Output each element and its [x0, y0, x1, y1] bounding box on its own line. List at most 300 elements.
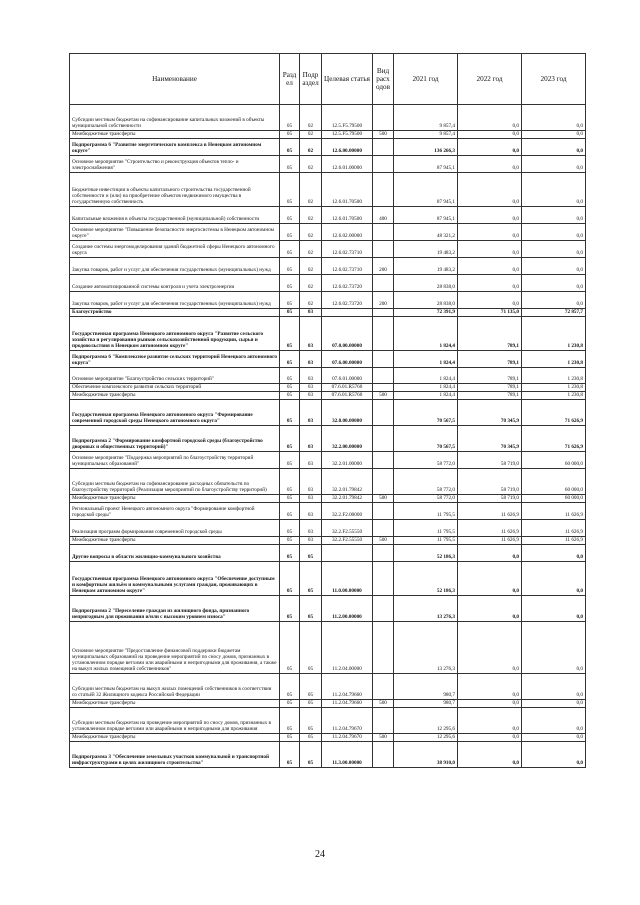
row-value-2021: 12 295,6 [394, 734, 458, 742]
row-target-article: 07.6.00.00000 [322, 351, 373, 368]
row-razdel: 05 [280, 400, 300, 426]
row-name: Подпрограмма 6 "Комплексное развитие сельских территорий Ненецкого автономного округа" [70, 351, 280, 368]
row-value-2023: 60 000,0 [522, 452, 586, 469]
table-row [70, 241, 586, 258]
table-row [70, 596, 586, 622]
row-podrazdel: 03 [300, 503, 322, 520]
row-podrazdel: 02 [300, 173, 322, 207]
row-razdel: 05 [280, 173, 300, 207]
page-number: 24 [315, 849, 325, 860]
row-razdel: 05 [280, 368, 300, 384]
row-value-2022: 0,0 [458, 105, 522, 131]
row-value-2023: 11 626,9 [522, 520, 586, 537]
row-value-2021: 52 186,3 [394, 545, 458, 562]
row-value-2022: 70 345,9 [458, 400, 522, 426]
row-expense-type [373, 156, 394, 173]
row-value-2022: 0,0 [458, 292, 522, 309]
header-name: Наименование [70, 54, 280, 105]
row-expense-type [373, 742, 394, 768]
row-value-2021: 980,7 [394, 700, 458, 708]
row-name: Межбюджетные трансферты [70, 495, 280, 503]
row-razdel: 05 [280, 258, 300, 275]
table-row [70, 309, 586, 317]
row-target-article: 11.2.04.79670 [322, 734, 373, 742]
row-value-2023: 60 000,0 [522, 469, 586, 495]
row-target-article: 12.6.01.70500 [322, 207, 373, 224]
row-razdel: 05 [280, 392, 300, 400]
row-target-article: 32.2.F2.55550 [322, 537, 373, 545]
row-value-2021: 87 945,1 [394, 173, 458, 207]
row-razdel: 05 [280, 708, 300, 734]
row-expense-type [373, 426, 394, 452]
row-razdel: 05 [280, 351, 300, 368]
row-target-article [322, 309, 373, 317]
row-value-2022: 0,0 [458, 156, 522, 173]
table-row [70, 562, 586, 596]
row-podrazdel: 03 [300, 452, 322, 469]
row-podrazdel: 03 [300, 520, 322, 537]
row-name: Создание автоматизированной системы контроля и учета электроэнергии [70, 275, 280, 292]
row-name: Государственная программа Ненецкого автономного округа "Обеспечение доступным и комфортным жильём и коммунальными услугами граждан, проживающих в Ненецком автономном округе" [70, 562, 280, 596]
row-expense-type [373, 173, 394, 207]
row-podrazdel: 03 [300, 384, 322, 392]
table-row [70, 224, 586, 241]
row-razdel: 05 [280, 139, 300, 156]
row-target-article: 12.6.02.73710 [322, 258, 373, 275]
table-row [70, 520, 586, 537]
table-row [70, 392, 586, 400]
row-value-2021: 136 266,3 [394, 139, 458, 156]
row-target-article: 07.6.01.R5760 [322, 392, 373, 400]
row-value-2022: 0,0 [458, 700, 522, 708]
row-value-2021: 58 772,0 [394, 469, 458, 495]
row-value-2021: 19 483,2 [394, 241, 458, 258]
table-row [70, 400, 586, 426]
row-value-2021: 70 567,5 [394, 426, 458, 452]
table-row [70, 495, 586, 503]
row-expense-type [373, 562, 394, 596]
row-value-2021: 11 795,5 [394, 537, 458, 545]
row-razdel: 05 [280, 469, 300, 495]
row-name: Государственная программа Ненецкого автономного округа "Формирование современной городской среды Ненецкого автономного округа" [70, 400, 280, 426]
row-target-article: 11.2.04.79660 [322, 700, 373, 708]
row-value-2023: 60 000,0 [522, 495, 586, 503]
row-name: Подпрограмма 3 "Обеспечение земельных участков коммунальной и транспортной инфраструктурами в целях жилищного строительства" [70, 742, 280, 768]
row-value-2023: 11 626,9 [522, 503, 586, 520]
row-razdel: 05 [280, 426, 300, 452]
row-razdel: 05 [280, 520, 300, 537]
row-target-article: 11.2.04.79670 [322, 708, 373, 734]
row-name: Субсидии местным бюджетам на выкуп жилых помещений собственников в соответствии со статьёй 32 Жилищного кодекса Российской Федерации [70, 674, 280, 700]
row-value-2021: 28 838,0 [394, 275, 458, 292]
row-razdel: 05 [280, 537, 300, 545]
row-target-article: 32.0.00.00000 [322, 400, 373, 426]
row-value-2023: 1 230,8 [522, 384, 586, 392]
row-value-2021: 38 910,0 [394, 742, 458, 768]
row-expense-type [373, 469, 394, 495]
row-value-2023: 71 626,9 [522, 400, 586, 426]
row-podrazdel: 02 [300, 241, 322, 258]
row-podrazdel: 03 [300, 368, 322, 384]
row-podrazdel: 02 [300, 275, 322, 292]
row-expense-type [373, 503, 394, 520]
row-razdel: 05 [280, 622, 300, 674]
row-razdel: 05 [280, 156, 300, 173]
row-value-2022: 0,0 [458, 207, 522, 224]
row-expense-type: 500 [373, 734, 394, 742]
row-expense-type [373, 596, 394, 622]
row-razdel: 05 [280, 384, 300, 392]
row-razdel: 05 [280, 452, 300, 469]
table-row [70, 742, 586, 768]
row-razdel: 05 [280, 700, 300, 708]
table-row [70, 156, 586, 173]
row-name: Межбюджетные трансферты [70, 131, 280, 139]
row-podrazdel: 02 [300, 139, 322, 156]
header-expense-type: Вид расх одов [373, 54, 394, 105]
row-value-2021: 87 945,1 [394, 156, 458, 173]
table-header-row [70, 54, 586, 105]
row-value-2021: 48 321,2 [394, 224, 458, 241]
row-podrazdel: 03 [300, 351, 322, 368]
row-value-2022: 0,0 [458, 734, 522, 742]
row-razdel: 05 [280, 131, 300, 139]
row-expense-type [373, 317, 394, 351]
row-value-2022: 0,0 [458, 742, 522, 768]
row-value-2021: 1 824,4 [394, 392, 458, 400]
table-row [70, 452, 586, 469]
table-row [70, 351, 586, 368]
row-value-2021: 70 567,5 [394, 400, 458, 426]
row-podrazdel: 05 [300, 734, 322, 742]
row-razdel: 05 [280, 292, 300, 309]
row-podrazdel: 05 [300, 562, 322, 596]
row-value-2023: 0,0 [522, 742, 586, 768]
row-expense-type [373, 224, 394, 241]
row-target-article: 11.2.04.79660 [322, 674, 373, 700]
row-razdel: 05 [280, 309, 300, 317]
row-expense-type [373, 384, 394, 392]
row-target-article: 12.6.01.70500 [322, 173, 373, 207]
row-name: Межбюджетные трансферты [70, 392, 280, 400]
row-expense-type: 500 [373, 495, 394, 503]
row-value-2022: 0,0 [458, 275, 522, 292]
row-razdel: 05 [280, 224, 300, 241]
row-target-article: 12.6.02.73720 [322, 275, 373, 292]
table-row [70, 503, 586, 520]
header-podrazdel: Подр аздел [300, 54, 322, 105]
row-name: Капитальные вложения в объекты государственной (муниципальной) собственности [70, 207, 280, 224]
row-value-2021: 11 795,5 [394, 520, 458, 537]
row-target-article: 32.2.F2.00000 [322, 503, 373, 520]
row-podrazdel: 02 [300, 292, 322, 309]
row-target-article: 32.2.01.00000 [322, 452, 373, 469]
row-expense-type [373, 275, 394, 292]
row-expense-type [373, 674, 394, 700]
row-value-2021: 9 857,4 [394, 105, 458, 131]
row-target-article: 07.6.01.00000 [322, 368, 373, 384]
row-name: Субсидии местным бюджетам на проведение мероприятий по сносу домов, признанных в установленном порядке ветхими или аварийными и непригодными для проживания [70, 708, 280, 734]
table-row [70, 207, 586, 224]
table-row [70, 426, 586, 452]
row-value-2021: 9 857,4 [394, 131, 458, 139]
row-expense-type: 500 [373, 700, 394, 708]
row-value-2022: 0,0 [458, 139, 522, 156]
row-value-2022: 789,1 [458, 351, 522, 368]
row-razdel: 05 [280, 241, 300, 258]
row-name: Региональный проект Ненецкого автономного округа "Формирование комфортной городской среды" [70, 503, 280, 520]
row-value-2023: 1 230,8 [522, 351, 586, 368]
row-name: Подпрограмма 6 "Развитие энергетического комплекса в Ненецком автономном округе" [70, 139, 280, 156]
row-target-article: 32.2.F2.55550 [322, 520, 373, 537]
row-razdel: 05 [280, 545, 300, 562]
row-value-2022: 58 719,0 [458, 452, 522, 469]
row-podrazdel: 03 [300, 317, 322, 351]
row-name: Межбюджетные трансферты [70, 734, 280, 742]
row-expense-type [373, 105, 394, 131]
row-razdel: 05 [280, 734, 300, 742]
row-expense-type [373, 452, 394, 469]
row-target-article: 12.6.02.00000 [322, 224, 373, 241]
row-razdel: 05 [280, 207, 300, 224]
row-expense-type [373, 139, 394, 156]
row-value-2021: 1 824,4 [394, 368, 458, 384]
row-razdel: 05 [280, 275, 300, 292]
row-expense-type [373, 545, 394, 562]
row-value-2021: 52 186,3 [394, 562, 458, 596]
row-target-article [322, 545, 373, 562]
table-row [70, 674, 586, 700]
row-value-2021: 87 945,1 [394, 207, 458, 224]
table-row [70, 258, 586, 275]
row-value-2023: 0,0 [522, 596, 586, 622]
row-target-article: 11.0.00.00000 [322, 562, 373, 596]
row-value-2022: 11 626,9 [458, 537, 522, 545]
row-expense-type: 500 [373, 392, 394, 400]
row-podrazdel: 02 [300, 131, 322, 139]
row-name: Реализация программ формирования современной городской среды [70, 520, 280, 537]
row-name: Межбюджетные трансферты [70, 700, 280, 708]
row-value-2022: 0,0 [458, 224, 522, 241]
row-target-article: 07.6.01.R5760 [322, 384, 373, 392]
row-name: Основное мероприятие "Предоставление финансовой поддержки бюджетам муниципальных образований на проведение мероприятий по сносу домов, признанных в установленном порядке ветхими или аварийными и непригодными для проживания, а также на выкуп жилых помещений собственников" [70, 622, 280, 674]
row-value-2021: 11 795,5 [394, 503, 458, 520]
row-value-2023: 0,0 [522, 275, 586, 292]
row-value-2023: 0,0 [522, 105, 586, 131]
row-podrazdel: 03 [300, 495, 322, 503]
row-name: Основное мероприятие "Поддержка мероприятий по благоустройству территорий муниципальных образований" [70, 452, 280, 469]
budget-table [69, 53, 586, 768]
table-row [70, 139, 586, 156]
row-value-2023: 0,0 [522, 173, 586, 207]
row-name: Закупка товаров, работ и услуг для обеспечения государственных (муниципальных) нужд [70, 258, 280, 275]
row-value-2022: 0,0 [458, 258, 522, 275]
row-expense-type [373, 368, 394, 384]
table-row [70, 734, 586, 742]
table-row [70, 622, 586, 674]
row-target-article: 11.3.00.00000 [322, 742, 373, 768]
row-value-2022: 0,0 [458, 674, 522, 700]
row-value-2021: 12 295,6 [394, 708, 458, 734]
row-name: Основное мероприятие "Повышение безопасности энергосистемы в Ненецком автономном округе" [70, 224, 280, 241]
row-expense-type: 400 [373, 207, 394, 224]
table-row [70, 469, 586, 495]
row-razdel: 05 [280, 562, 300, 596]
table-row [70, 173, 586, 207]
row-target-article: 32.2.01.79842 [322, 495, 373, 503]
table-row [70, 275, 586, 292]
row-name: Подпрограмма 2 "Переселение граждан из жилищного фонда, признанного непригодным для проживания и/или с высоким уровнем износа" [70, 596, 280, 622]
row-value-2022: 0,0 [458, 622, 522, 674]
row-value-2022: 0,0 [458, 562, 522, 596]
table-row [70, 700, 586, 708]
row-value-2023: 1 230,8 [522, 368, 586, 384]
table-row [70, 105, 586, 131]
row-podrazdel: 02 [300, 105, 322, 131]
row-target-article: 12.6.01.00000 [322, 156, 373, 173]
row-name: Создание системы энергомоделирования зданий бюджетной сферы Ненецкого автономного округа [70, 241, 280, 258]
row-value-2022: 58 719,0 [458, 495, 522, 503]
row-name: Государственная программа Ненецкого автономного округа "Развитие сельского хозяйства и регулирования рынков сельскохозяйственной продукции, сырья и продовольствия в Ненецком автономном округе" [70, 317, 280, 351]
row-value-2022: 58 719,0 [458, 469, 522, 495]
row-podrazdel: 05 [300, 742, 322, 768]
header-target-article: Целевая статья [322, 54, 373, 105]
row-target-article: 11.2.00.00000 [322, 596, 373, 622]
row-target-article: 32.2.01.79842 [322, 469, 373, 495]
row-target-article: 12.6.00.00000 [322, 139, 373, 156]
row-expense-type: 200 [373, 292, 394, 309]
row-value-2022: 0,0 [458, 708, 522, 734]
row-value-2023: 0,0 [522, 545, 586, 562]
row-target-article: 07.0.00.00000 [322, 317, 373, 351]
row-value-2023: 71 626,9 [522, 426, 586, 452]
row-value-2023: 0,0 [522, 734, 586, 742]
row-value-2021: 13 276,3 [394, 622, 458, 674]
row-podrazdel: 05 [300, 700, 322, 708]
row-expense-type: 200 [373, 258, 394, 275]
table-row [70, 131, 586, 139]
row-value-2021: 28 838,0 [394, 292, 458, 309]
row-value-2021: 1 824,4 [394, 384, 458, 392]
row-value-2023: 0,0 [522, 562, 586, 596]
table-row [70, 317, 586, 351]
row-value-2023: 0,0 [522, 241, 586, 258]
row-razdel: 05 [280, 674, 300, 700]
row-podrazdel: 02 [300, 207, 322, 224]
row-podrazdel: 03 [300, 426, 322, 452]
table-row [70, 708, 586, 734]
row-value-2023: 72 857,7 [522, 309, 586, 317]
row-value-2023: 0,0 [522, 224, 586, 241]
row-value-2022: 0,0 [458, 596, 522, 622]
row-name: Благоустройство [70, 309, 280, 317]
row-name: Закупка товаров, работ и услуг для обеспечения государственных (муниципальных) нужд [70, 292, 280, 309]
row-value-2021: 72 391,9 [394, 309, 458, 317]
header-2023: 2023 год [522, 54, 586, 105]
header-2022: 2022 год [458, 54, 522, 105]
row-name: Основное мероприятие "Благоустройство сельских территорий" [70, 368, 280, 384]
row-value-2021: 58 772,0 [394, 495, 458, 503]
row-podrazdel: 05 [300, 622, 322, 674]
row-target-article: 11.2.04.00000 [322, 622, 373, 674]
row-value-2023: 0,0 [522, 131, 586, 139]
row-podrazdel: 02 [300, 156, 322, 173]
table-row [70, 545, 586, 562]
row-razdel: 05 [280, 503, 300, 520]
table-row [70, 384, 586, 392]
row-expense-type [373, 400, 394, 426]
row-value-2021: 58 772,0 [394, 452, 458, 469]
row-razdel: 05 [280, 317, 300, 351]
row-value-2021: 13 276,3 [394, 596, 458, 622]
row-razdel: 05 [280, 105, 300, 131]
row-podrazdel: 03 [300, 469, 322, 495]
row-value-2023: 0,0 [522, 708, 586, 734]
row-target-article: 32.2.00.00000 [322, 426, 373, 452]
row-podrazdel: 03 [300, 392, 322, 400]
row-value-2021: 19 483,2 [394, 258, 458, 275]
row-razdel: 05 [280, 742, 300, 768]
row-expense-type [373, 309, 394, 317]
row-value-2022: 11 626,9 [458, 520, 522, 537]
row-expense-type [373, 241, 394, 258]
row-expense-type [373, 622, 394, 674]
row-value-2023: 1 230,8 [522, 392, 586, 400]
row-podrazdel: 05 [300, 708, 322, 734]
row-value-2023: 0,0 [522, 207, 586, 224]
table-row [70, 368, 586, 384]
row-value-2022: 71 135,0 [458, 309, 522, 317]
row-value-2023: 1 230,8 [522, 317, 586, 351]
row-expense-type: 500 [373, 537, 394, 545]
row-name: Субсидии местным бюджетам на софинансирование расходных обязательств по благоустройству территорий (Реализация мероприятий по благоустройству территорий) [70, 469, 280, 495]
table-row [70, 537, 586, 545]
row-value-2023: 0,0 [522, 700, 586, 708]
row-expense-type [373, 351, 394, 368]
table-row [70, 292, 586, 309]
row-podrazdel: 03 [300, 537, 322, 545]
row-value-2022: 789,1 [458, 368, 522, 384]
row-razdel: 05 [280, 495, 300, 503]
row-value-2021: 1 824,4 [394, 317, 458, 351]
header-razdel: Разд ел [280, 54, 300, 105]
row-target-article: 12.6.02.73720 [322, 292, 373, 309]
row-podrazdel: 02 [300, 258, 322, 275]
row-value-2022: 0,0 [458, 173, 522, 207]
row-podrazdel: 05 [300, 596, 322, 622]
row-value-2022: 789,1 [458, 384, 522, 392]
row-podrazdel: 02 [300, 224, 322, 241]
row-podrazdel: 03 [300, 400, 322, 426]
row-value-2021: 1 824,4 [394, 351, 458, 368]
row-value-2022: 70 345,9 [458, 426, 522, 452]
row-value-2022: 789,1 [458, 317, 522, 351]
row-target-article: 12.5.F5.79500 [322, 131, 373, 139]
row-value-2021: 980,7 [394, 674, 458, 700]
row-name: Обеспечение комплексного развития сельских территорий [70, 384, 280, 392]
row-value-2023: 0,0 [522, 674, 586, 700]
row-expense-type [373, 520, 394, 537]
header-2021: 2021 год [394, 54, 458, 105]
row-value-2023: 0,0 [522, 156, 586, 173]
row-value-2023: 0,0 [522, 622, 586, 674]
row-target-article: 12.6.02.73710 [322, 241, 373, 258]
row-name: Основное мероприятие "Строительство и реконструкция объектов тепло- и электроснабжения" [70, 156, 280, 173]
table-body [70, 105, 586, 768]
row-target-article: 12.5.F5.79500 [322, 105, 373, 131]
row-value-2023: 11 626,9 [522, 537, 586, 545]
row-name: Другие вопросы в области жилищно-коммунального хозяйства [70, 545, 280, 562]
